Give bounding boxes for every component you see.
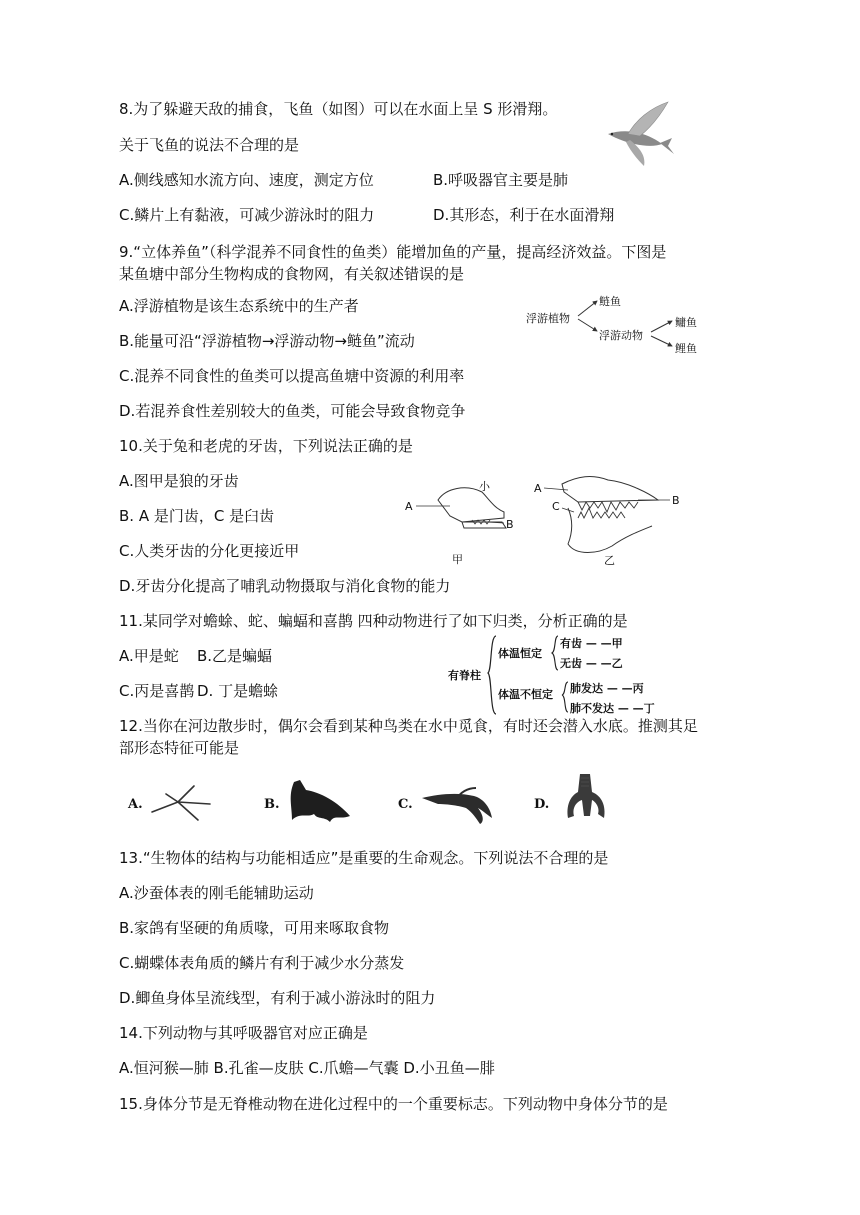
tree-leaf-jia: 有齿 — —甲 bbox=[560, 637, 623, 650]
teeth-label-yi: 乙 bbox=[604, 554, 615, 567]
q9-option-c: C.混养不同食性的鱼类可以提高鱼塘中资源的利用率 bbox=[119, 367, 465, 385]
q10-stem: 10.关于兔和老虎的牙齿，下列说法正确的是 bbox=[119, 437, 413, 455]
teeth-label-c-yi: C bbox=[552, 500, 560, 513]
q8-stem-line1: 8.为了躲避天敌的捕食，飞鱼（如图）可以在水面上呈 S 形滑翔。 bbox=[119, 100, 558, 118]
food-web-zooplankton: 浮游动物 bbox=[599, 329, 643, 342]
q9-stem-line1: 9.“立体养鱼”（科学混养不同食性的鱼类）能增加鱼的产量，提高经济效益。下图是 bbox=[119, 243, 667, 261]
q11-stem: 11.某同学对蟾蜍、蛇、蝙蝠和喜鹊 四种动物进行了如下归类，分析正确的是 bbox=[119, 612, 628, 630]
classification-tree bbox=[446, 632, 666, 718]
q12-stem-line2: 部形态特征可能是 bbox=[119, 739, 240, 757]
q13-stem: 13.“生物体的结构与功能相适应”是重要的生命观念。下列说法不合理的是 bbox=[119, 849, 609, 867]
bird-foot-c-image bbox=[418, 778, 498, 826]
skull-drawings bbox=[402, 472, 702, 572]
teeth-label-a-jia: A bbox=[405, 500, 413, 513]
q11-option-b: B.乙是蝙蝠 bbox=[197, 647, 273, 665]
teeth-label-b-yi: B bbox=[672, 494, 680, 507]
q13-option-a: A.沙蚕体表的刚毛能辅助运动 bbox=[119, 884, 314, 902]
q12-stem-line1: 12.当你在河边散步时，偶尔会看到某种鸟类在水中觅食，有时还会潜入水底。推测其足 bbox=[119, 717, 698, 735]
flying-fish-image bbox=[600, 98, 680, 170]
food-web-diagram bbox=[520, 292, 710, 356]
q9-option-b: B.能量可沿“浮游植物→浮游动物→鲢鱼”流动 bbox=[119, 332, 415, 350]
bird-foot-b-image bbox=[280, 776, 356, 828]
q9-option-d: D.若混养食性差别较大的鱼类，可能会导致食物竞争 bbox=[119, 402, 466, 420]
teeth-label-b-jia: B bbox=[506, 518, 514, 531]
tree-cold-blooded: 体温不恒定 bbox=[498, 688, 553, 701]
q10-option-a: A.图甲是狼的牙齿 bbox=[119, 472, 239, 490]
tree-leaf-ding: 肺不发达 — —丁 bbox=[570, 702, 655, 715]
q12-option-b-label: B. bbox=[264, 797, 280, 812]
q15-stem: 15.身体分节是无脊椎动物在进化过程中的一个重要标志。下列动物中身体分节的是 bbox=[119, 1095, 668, 1113]
q8-option-d: D.其形态，利于在水面滑翔 bbox=[433, 206, 615, 224]
q11-option-c: C.丙是喜鹊 bbox=[119, 682, 195, 700]
food-web-bighead-carp: 鳙鱼 bbox=[675, 316, 697, 329]
q8-stem-line2: 关于飞鱼的说法不合理的是 bbox=[119, 136, 300, 154]
q14-options: A.恒河猴—肺 B.孔雀—皮肤 C.爪蟾—气囊 D.小丑鱼—腓 bbox=[119, 1059, 495, 1077]
tree-leaf-yi: 无齿 — —乙 bbox=[560, 657, 623, 670]
bird-foot-d-image bbox=[560, 770, 612, 828]
food-web-arrows bbox=[520, 292, 710, 356]
bird-foot-a-image bbox=[148, 782, 216, 826]
q11-option-d: D. 丁是蟾蜍 bbox=[197, 682, 279, 700]
q11-option-a: A.甲是蛇 bbox=[119, 647, 179, 665]
tree-leaf-bing: 肺发达 — —丙 bbox=[570, 682, 644, 695]
q9-stem-line2: 某鱼塘中部分生物构成的食物网，有关叙述错误的是 bbox=[119, 265, 465, 283]
food-web-silver-carp: 鲢鱼 bbox=[599, 295, 621, 308]
teeth-label-small: 小 bbox=[479, 480, 490, 493]
q13-option-b: B.家鸽有坚硬的角质喙，可用来啄取食物 bbox=[119, 919, 390, 937]
q9-option-a: A.浮游植物是该生态系统中的生产者 bbox=[119, 297, 359, 315]
q14-stem: 14.下列动物与其呼吸器官对应正确是 bbox=[119, 1024, 368, 1042]
q8-option-c: C.鳞片上有黏液，可减少游泳时的阻力 bbox=[119, 206, 375, 224]
tree-warm-blooded: 体温恒定 bbox=[498, 647, 542, 660]
q12-option-d-label: D. bbox=[534, 797, 550, 812]
teeth-label-jia: 甲 bbox=[452, 553, 463, 566]
teeth-label-a-yi: A bbox=[534, 482, 542, 495]
teeth-diagram bbox=[402, 472, 702, 572]
food-web-plankton-plant: 浮游植物 bbox=[526, 312, 570, 325]
food-web-carp: 鲤鱼 bbox=[675, 342, 697, 355]
q10-option-d: D.牙齿分化提高了哺乳动物摄取与消化食物的能力 bbox=[119, 577, 451, 595]
q13-option-d: D.鲫鱼身体呈流线型，有利于减小游泳时的阻力 bbox=[119, 989, 436, 1007]
q12-option-c-label: C. bbox=[398, 797, 413, 812]
q13-option-c: C.蝴蝶体表角质的鳞片有利于减少水分蒸发 bbox=[119, 954, 405, 972]
q12-option-a-label: A. bbox=[128, 797, 143, 812]
q10-option-b: B. A 是门齿，C 是臼齿 bbox=[119, 507, 275, 525]
tree-root-vertebrate: 有脊柱 bbox=[448, 669, 481, 682]
q10-option-c: C.人类牙齿的分化更接近甲 bbox=[119, 542, 300, 560]
q8-option-a: A.侧线感知水流方向、速度，测定方位 bbox=[119, 171, 374, 189]
q8-option-b: B.呼吸器官主要是肺 bbox=[433, 171, 569, 189]
tree-braces bbox=[446, 632, 666, 718]
